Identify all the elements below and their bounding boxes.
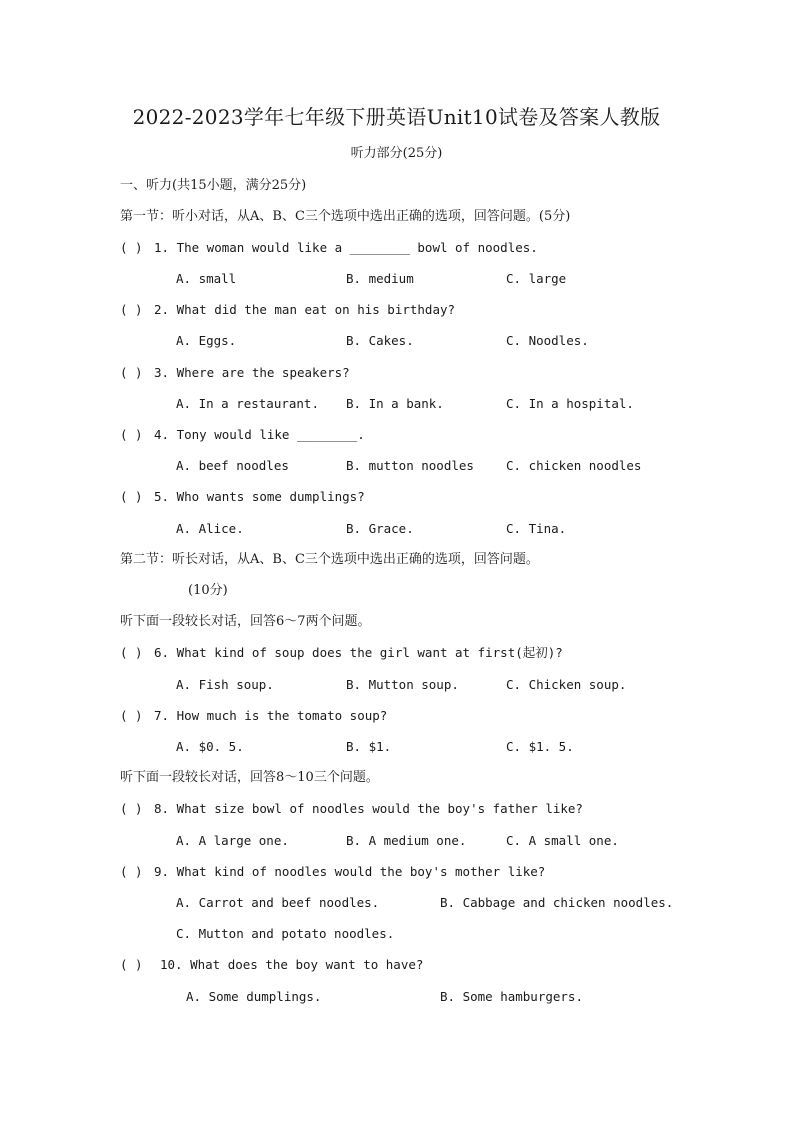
option-c: C. Mutton and potato noodles. — [176, 926, 395, 941]
option-a: A. In a restaurant. — [176, 396, 319, 411]
option-c: C. In a hospital. — [506, 396, 634, 411]
dialogue-instructions-8-10: 听下面一段较长对话，回答8～10三个问题。 — [120, 770, 379, 785]
part1-instructions: 第一节：听小对话，从A、B、C三个选项中选出正确的选项，回答问题。(5分) — [120, 209, 571, 224]
option-a: A. $0. 5. — [176, 739, 244, 754]
answer-blank: ( ) — [120, 957, 143, 972]
option-c: C. Chicken soup. — [506, 677, 627, 692]
option-b: B. $1. — [346, 739, 392, 754]
question-stem: 6. What kind of soup does the girl want at first(起初)? — [154, 645, 563, 660]
part2-instructions: 第二节：听长对话，从A、B、C三个选项中选出正确的选项，回答问题。 — [120, 552, 539, 567]
question-stem: 5. Who wants some dumplings? — [154, 489, 365, 504]
answer-blank: ( ) — [120, 489, 143, 504]
question-7 — [120, 708, 387, 724]
option-b: B. mutton noodles — [346, 458, 474, 473]
question-stem: 1. The woman would like a ________ bowl of noodles. — [154, 240, 538, 255]
answer-blank: ( ) — [120, 302, 143, 317]
listening-subtitle: 听力部分(25分) — [350, 146, 443, 161]
question-5 — [120, 489, 365, 505]
question-stem: 4. Tony would like ________. — [154, 427, 365, 442]
question-stem: 8. What size bowl of noodles would the boy's father like? — [154, 801, 583, 816]
question-6 — [120, 645, 563, 661]
option-a: A. Fish soup. — [176, 677, 274, 692]
answer-blank: ( ) — [120, 801, 143, 816]
option-c: C. Noodles. — [506, 333, 589, 348]
option-b: B. Cabbage and chicken noodles. — [440, 895, 674, 910]
option-a: A. small — [176, 271, 237, 286]
option-a: A. A large one. — [176, 833, 289, 848]
question-stem: 7. How much is the tomato soup? — [154, 708, 388, 723]
option-a: A. Carrot and beef noodles. — [176, 895, 380, 910]
option-b: B. Cakes. — [346, 333, 414, 348]
option-a: A. Some dumplings. — [186, 989, 322, 1004]
option-c: C. $1. 5. — [506, 739, 574, 754]
option-c: C. A small one. — [506, 833, 619, 848]
question-stem: 3. Where are the speakers? — [154, 365, 350, 380]
answer-blank: ( ) — [120, 645, 143, 660]
answer-blank: ( ) — [120, 864, 143, 879]
question-3 — [120, 365, 350, 381]
option-c: C. large — [506, 271, 567, 286]
answer-blank: ( ) — [120, 427, 143, 442]
answer-blank: ( ) — [120, 240, 143, 255]
option-b: B. Grace. — [346, 521, 414, 536]
option-c: C. Tina. — [506, 521, 567, 536]
question-stem: 2. What did the man eat on his birthday? — [154, 302, 456, 317]
question-10 — [120, 957, 423, 973]
question-9 — [120, 864, 545, 880]
dialogue-instructions-6-7: 听下面一段较长对话，回答6～7两个问题。 — [120, 614, 371, 629]
question-4 — [120, 427, 365, 443]
option-b: B. A medium one. — [346, 833, 467, 848]
option-a: A. beef noodles — [176, 458, 289, 473]
option-b: B. medium — [346, 271, 414, 286]
part2-score: (10分) — [188, 583, 228, 598]
answer-blank: ( ) — [120, 708, 143, 723]
option-a: A. Eggs. — [176, 333, 237, 348]
question-8 — [120, 801, 583, 817]
option-b: B. Some hamburgers. — [440, 989, 583, 1004]
question-stem: 10. What does the boy want to have? — [160, 957, 424, 972]
question-2 — [120, 302, 455, 318]
option-a: A. Alice. — [176, 521, 244, 536]
page-title: 2022-2023学年七年级下册英语Unit10试卷及答案人教版 — [132, 105, 661, 129]
section-heading: 一、听力(共15小题，满分25分) — [120, 178, 307, 193]
option-b: B. Mutton soup. — [346, 677, 459, 692]
question-1 — [120, 240, 538, 256]
option-c: C. chicken noodles — [506, 458, 642, 473]
option-b: B. In a bank. — [346, 396, 444, 411]
question-stem: 9. What kind of noodles would the boy's mother like? — [154, 864, 546, 879]
answer-blank: ( ) — [120, 365, 143, 380]
